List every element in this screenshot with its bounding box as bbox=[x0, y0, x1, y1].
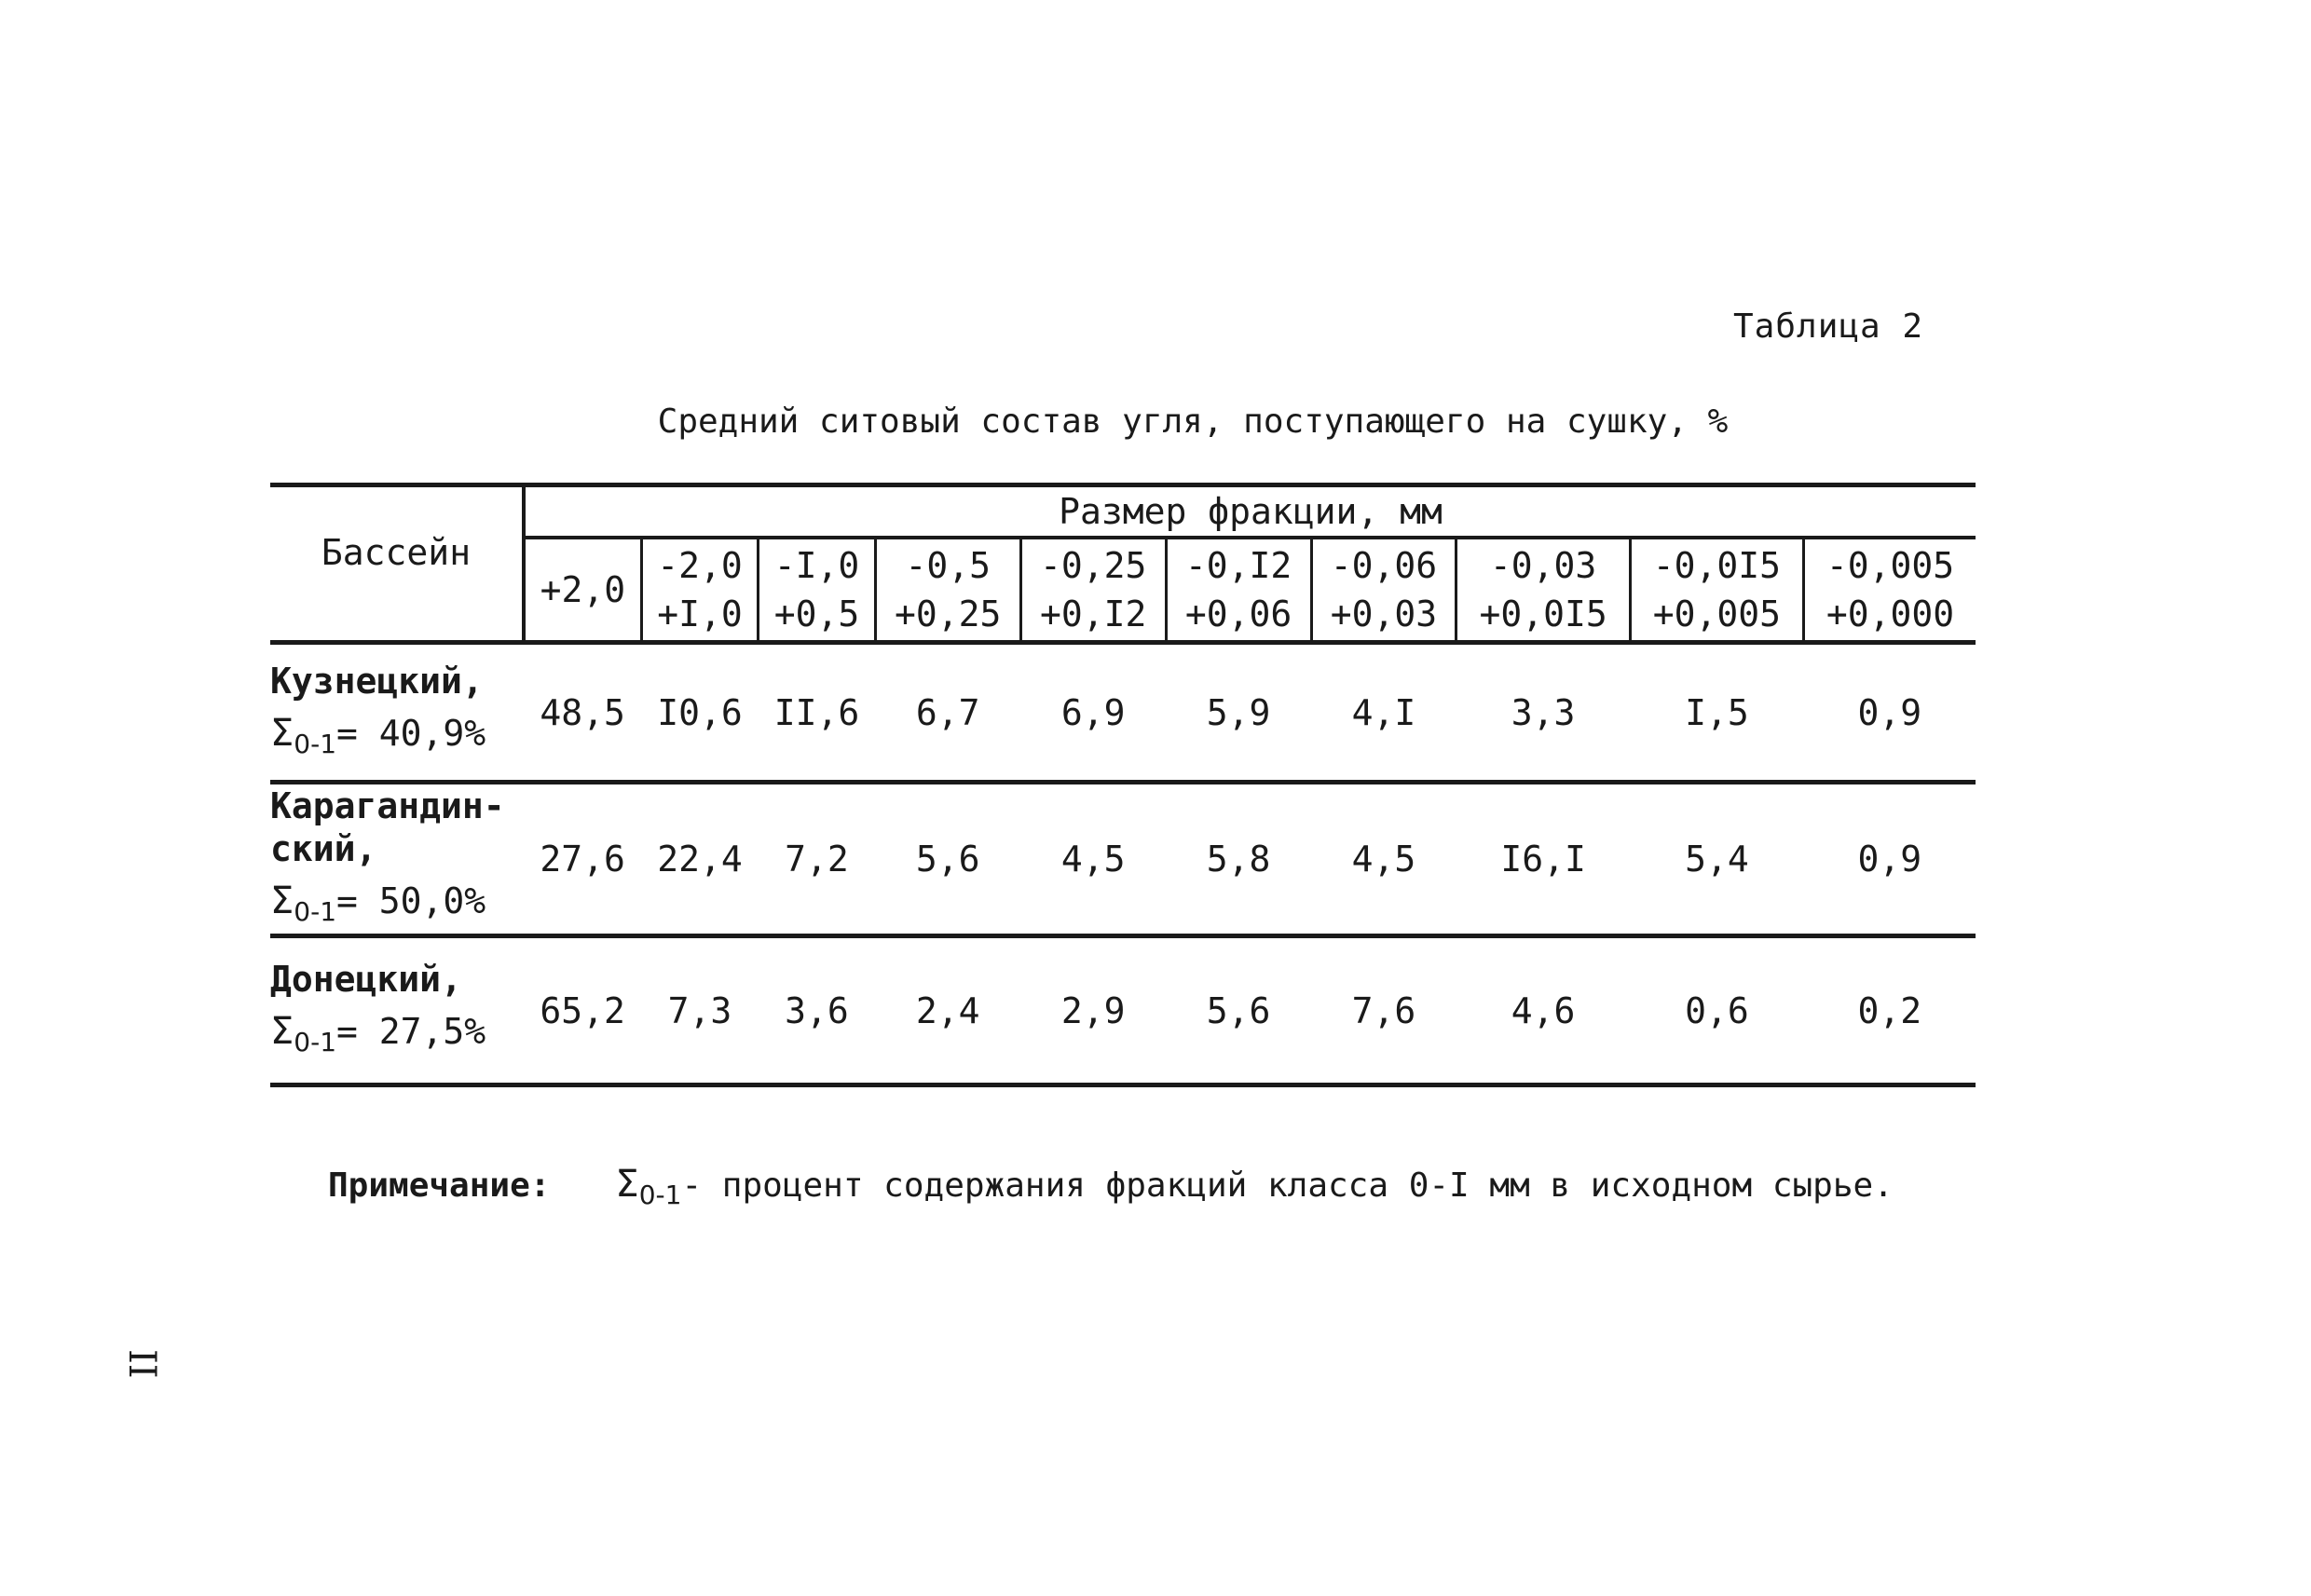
fraction-upper-bound: -0,06 bbox=[1330, 545, 1438, 586]
sigma-value: = 27,5% bbox=[336, 1010, 486, 1052]
fraction-lower-bound: +0,03 bbox=[1330, 593, 1438, 634]
table-cell: I0,6 bbox=[641, 643, 759, 783]
fraction-lower-bound: +0,000 bbox=[1826, 593, 1955, 634]
table-cell: 7,6 bbox=[1311, 936, 1456, 1085]
note-text: - процент содержания фракций класса 0-I мм в исходном сырье. bbox=[681, 1166, 1894, 1205]
sigma-symbol: Σ bbox=[270, 880, 294, 922]
column-header-fraction-6 bbox=[1311, 538, 1456, 643]
fraction-lower-bound: +0,005 bbox=[1652, 593, 1782, 634]
column-header-fraction-size: Размер фракции, мм bbox=[524, 485, 1976, 539]
column-header-fraction-0 bbox=[524, 538, 641, 643]
table-cell: 5,6 bbox=[875, 783, 1020, 936]
note-label: Примечание: bbox=[328, 1166, 551, 1205]
table-cell: 5,9 bbox=[1166, 643, 1311, 783]
table-cell: I6,I bbox=[1456, 783, 1630, 936]
sigma-value: = 50,0% bbox=[336, 880, 486, 921]
table-cell: 3,3 bbox=[1456, 643, 1630, 783]
basin-name: Карагандин-ский, bbox=[270, 785, 505, 869]
sigma-value: = 40,9% bbox=[336, 712, 486, 754]
sigma-subscript: 0-1 bbox=[294, 896, 337, 927]
sigma-subscript: 0-1 bbox=[294, 1026, 337, 1057]
table-row bbox=[270, 936, 1976, 1085]
table-cell: 5,4 bbox=[1630, 783, 1803, 936]
fraction-lower-bound: +0,25 bbox=[895, 593, 1002, 634]
table-cell: I,5 bbox=[1630, 643, 1803, 783]
sieve-composition-table bbox=[270, 483, 1976, 1087]
fraction-upper-bound: -0,25 bbox=[1039, 545, 1147, 586]
sigma-subscript: 0-1 bbox=[638, 1180, 682, 1210]
fraction-lower-bound: +0,I2 bbox=[1039, 593, 1147, 634]
table-cell: 5,6 bbox=[1166, 936, 1311, 1085]
fraction-lower-bound: +0,0I5 bbox=[1479, 593, 1607, 634]
table-cell: 0,9 bbox=[1804, 643, 1976, 783]
column-header-fraction-4 bbox=[1020, 538, 1166, 643]
basin-cell bbox=[270, 936, 524, 1085]
table-cell: 7,3 bbox=[641, 936, 759, 1085]
table-cell: 4,I bbox=[1311, 643, 1456, 783]
column-header-fraction-7 bbox=[1456, 538, 1630, 643]
page-number: II bbox=[120, 1349, 163, 1379]
basin-name: Донецкий, bbox=[270, 958, 462, 1000]
table-cell: 0,9 bbox=[1804, 783, 1976, 936]
table-cell: 48,5 bbox=[524, 643, 641, 783]
table-cell: 0,2 bbox=[1804, 936, 1976, 1085]
fraction-lower-bound: +0,5 bbox=[773, 593, 860, 634]
sigma-symbol: Σ bbox=[270, 1009, 294, 1053]
column-header-basin: Бассейн bbox=[270, 485, 524, 643]
table-cell: 4,5 bbox=[1311, 783, 1456, 936]
sigma-subscript: 0-1 bbox=[294, 728, 337, 759]
fraction-upper-bound: -0,5 bbox=[905, 545, 991, 586]
table-cell: II,6 bbox=[759, 643, 876, 783]
column-header-fraction-3 bbox=[875, 538, 1020, 643]
fraction-upper-bound: -0,03 bbox=[1489, 545, 1597, 586]
table-cell: 5,8 bbox=[1166, 783, 1311, 936]
basin-name: Кузнецкий, bbox=[270, 660, 484, 702]
sigma-symbol: Σ bbox=[615, 1163, 639, 1206]
table-cell: 6,7 bbox=[875, 643, 1020, 783]
table-cell: 2,9 bbox=[1020, 936, 1166, 1085]
basin-sigma bbox=[270, 1010, 524, 1064]
column-header-fraction-9 bbox=[1804, 538, 1976, 643]
table-cell: 2,4 bbox=[875, 936, 1020, 1085]
fraction-upper-bound: +2,0 bbox=[540, 569, 626, 610]
basin-sigma bbox=[270, 712, 524, 766]
column-header-fraction-8 bbox=[1630, 538, 1803, 643]
table-title: Средний ситовый состав угля, поступающего на сушку, % bbox=[657, 402, 1729, 441]
table-cell: 4,5 bbox=[1020, 783, 1166, 936]
table-cell: 4,6 bbox=[1456, 936, 1630, 1085]
table-cell: 7,2 bbox=[759, 783, 876, 936]
table-cell: 6,9 bbox=[1020, 643, 1166, 783]
fraction-upper-bound: -2,0 bbox=[657, 545, 743, 586]
table-row bbox=[270, 783, 1976, 936]
column-header-fraction-2 bbox=[759, 538, 876, 643]
table-cell: 65,2 bbox=[524, 936, 641, 1085]
table-note bbox=[328, 1163, 1894, 1210]
table-cell: 27,6 bbox=[524, 783, 641, 936]
fraction-upper-bound: -0,005 bbox=[1826, 545, 1955, 586]
fraction-lower-bound: +I,0 bbox=[657, 593, 743, 634]
table-cell: 0,6 bbox=[1630, 936, 1803, 1085]
table-cell: 3,6 bbox=[759, 936, 876, 1085]
table-row bbox=[270, 643, 1976, 783]
basin-cell bbox=[270, 643, 524, 783]
fraction-upper-bound: -I,0 bbox=[773, 545, 860, 586]
sigma-symbol: Σ bbox=[270, 711, 294, 755]
fraction-upper-bound: -0,0I5 bbox=[1652, 545, 1782, 586]
column-header-fraction-5 bbox=[1166, 538, 1311, 643]
basin-cell bbox=[270, 783, 524, 936]
fraction-upper-bound: -0,I2 bbox=[1184, 545, 1292, 586]
table-number-label: Таблица 2 bbox=[1733, 307, 1924, 346]
fraction-lower-bound: +0,06 bbox=[1184, 593, 1292, 634]
basin-sigma bbox=[270, 880, 524, 934]
table-cell: 22,4 bbox=[641, 783, 759, 936]
column-header-fraction-1 bbox=[641, 538, 759, 643]
